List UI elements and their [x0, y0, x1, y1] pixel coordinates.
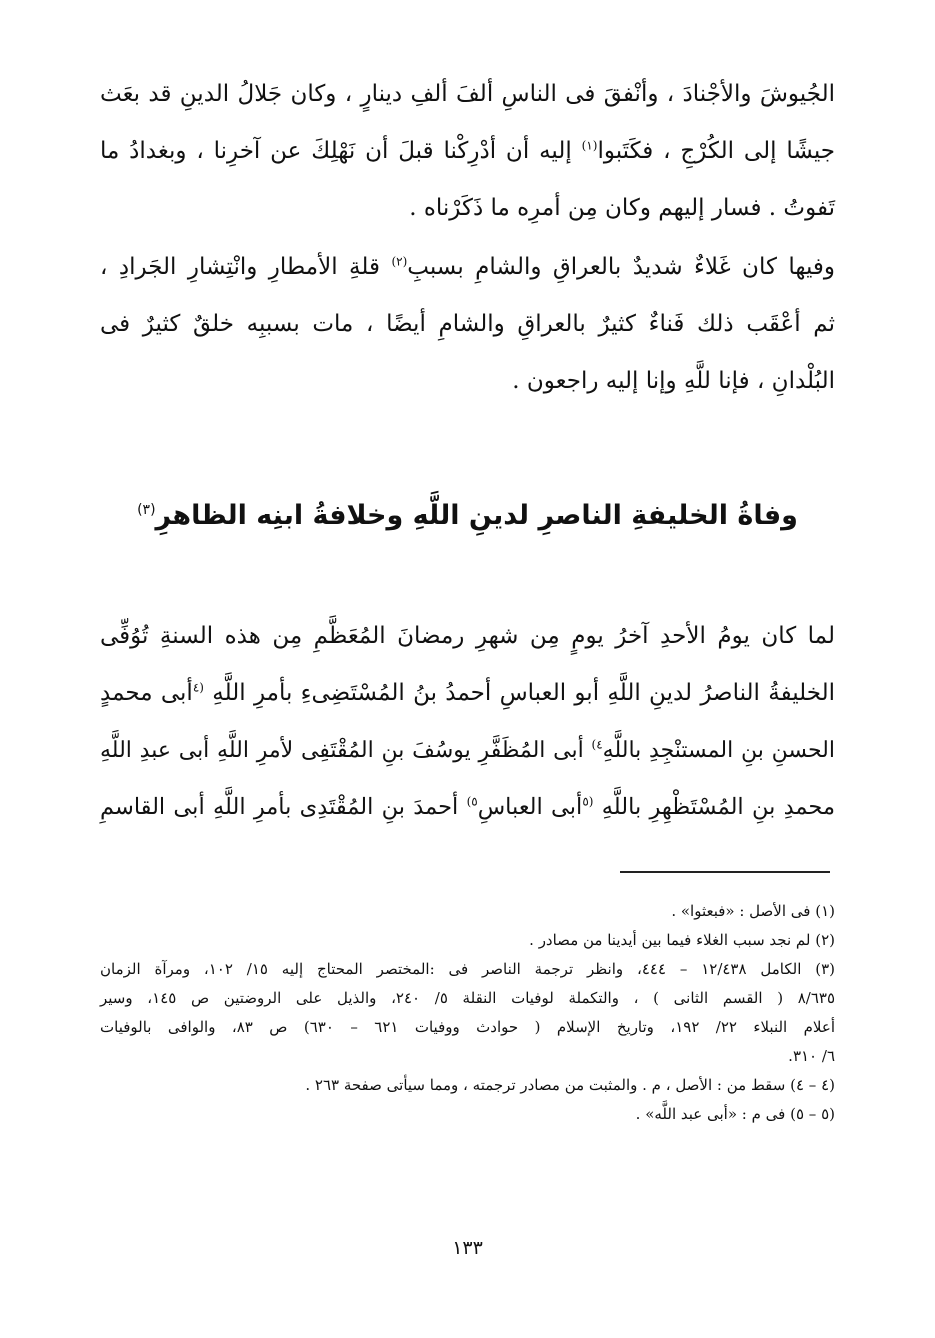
text-line: وفيها كان غَلاءٌ شديدٌ بالعراقِ والشامِ بسببِ$^{(٢)}$ قلةِ الأمطارِ وانْتِشارِ الجَرادِ ،: [100, 254, 835, 280]
footnote-divider: [620, 871, 830, 873]
footnote-3-line: ٨/٦٣٥ ( القسم الثانى ) ، والتكملة لوفيات النقلة ٥/ ٢٤٠، والذيل على الروضتين ص ١٤٥، وسير: [100, 989, 835, 1007]
footnote-4: (٤ – ٤) سقط من : الأصل ، م . والمثبت من مصادر ترجمته ، ومما سيأتى صفحة ٢٦٣ .: [305, 1076, 835, 1094]
footnote-ref-2[interactable]: (٢): [391, 254, 408, 269]
footnote-ref-5-close[interactable]: ٥): [466, 794, 478, 809]
text-line: تَفوتُ . فسار إليهم وكان مِن أمرِه ما ذَكَرْناه .: [409, 195, 835, 221]
section-heading: وفاةُ الخليفةِ الناصرِ لدينِ اللَّهِ وخلافةُ ابنِه الظاهرِ$^{(٣)}$: [137, 500, 798, 531]
text-line: البُلْدانِ ، فإنا للَّهِ وإنا إليه راجعون .: [512, 368, 835, 394]
footnote-3-line: ٦/ ٣١٠.: [788, 1047, 835, 1065]
text-line: الجُيوشَ والأجْنادَ ، وأنْفقَ فى الناسِ ألفَ ألفِ دينارٍ ، وكان جَلالُ الدينِ قد بعَث: [100, 81, 835, 107]
footnote-ref-3[interactable]: (٣): [137, 502, 156, 518]
footnote-ref-1[interactable]: (١): [581, 138, 598, 153]
footnote-3-line: أعلام النبلاء ٢٢/ ١٩٢، وتاريخ الإسلام ( حوادث ووفيات ٦٢١ – ٦٣٠) ص ٨٣، والوافى بالوفيات: [100, 1018, 835, 1036]
footnote-ref-5-open[interactable]: (٥: [582, 794, 594, 809]
text-line: لما كان يومُ الأحدِ آخرُ يومٍ مِن شهرِ رمضانَ المُعَظَّمِ مِن هذه السنةِ تُوُفِّى: [100, 623, 835, 649]
text-line: الخليفةُ الناصرُ لدينِ اللَّهِ أبو العباسِ أحمدُ بنُ المُسْتَضِىءِ بأمرِ اللَّهِ $^{(٤}$أبى محمدٍ: [100, 680, 836, 706]
footnote-ref-4-open[interactable]: (٤: [192, 680, 204, 695]
footnote-1: (١) فى الأصل : «فبعثوا» .: [671, 902, 835, 920]
text-line: جيشًا إلى الكُرْجِ ، فكَتَبوا$^{(١)}$ إليه أن أدْرِكْنا قبلَ أن نَهْلِكَ عن آخرِنا ، وبغدادُ ما: [100, 138, 836, 164]
text-line: محمدِ بنِ المُسْتَظْهِرِ باللَّهِ $^{(٥}$أبى العباسِ$^{٥)}$ أحمدَ بنِ المُقْتَدِى بأمرِ اللَّهِ أبى القاسمِ: [100, 794, 835, 820]
paragraph-1: [100, 66, 835, 237]
footnote-3-line: (٣) الكامل ١٢/٤٣٨ – ٤٤٤، وانظر ترجمة الناصر فى :المختصر المحتاج إليه ١٥/ ١٠٢، ومرآة الزمان: [100, 960, 835, 978]
text-line: الحسنِ بنِ المستنْجِدِ باللَّهِ$^{٤)}$ أبى المُظَفَّرِ يوسُفَ بنِ المُقْتَفِى لأمرِ اللَّهِ أبى عبدِ اللَّهِ: [100, 737, 835, 763]
paragraph-3: [100, 608, 835, 836]
text-line: ثم أعْقَب ذلك فَناءٌ كثيرٌ بالعراقِ والشامِ أيضًا ، مات بسببِه خلقٌ كثيرٌ فى: [100, 311, 835, 337]
footnote-5: (٥ – ٥) فى م : «أبى عبد اللَّه» .: [635, 1105, 835, 1123]
footnote-2: (٢) لم نجد سبب الغلاء فيما بين أيدينا من مصادر .: [529, 931, 835, 949]
footnote-ref-4-close[interactable]: ٤): [591, 737, 603, 752]
paragraph-2: [100, 239, 835, 410]
page-number: ١٣٣: [452, 1237, 483, 1259]
footnotes: [100, 897, 835, 1129]
